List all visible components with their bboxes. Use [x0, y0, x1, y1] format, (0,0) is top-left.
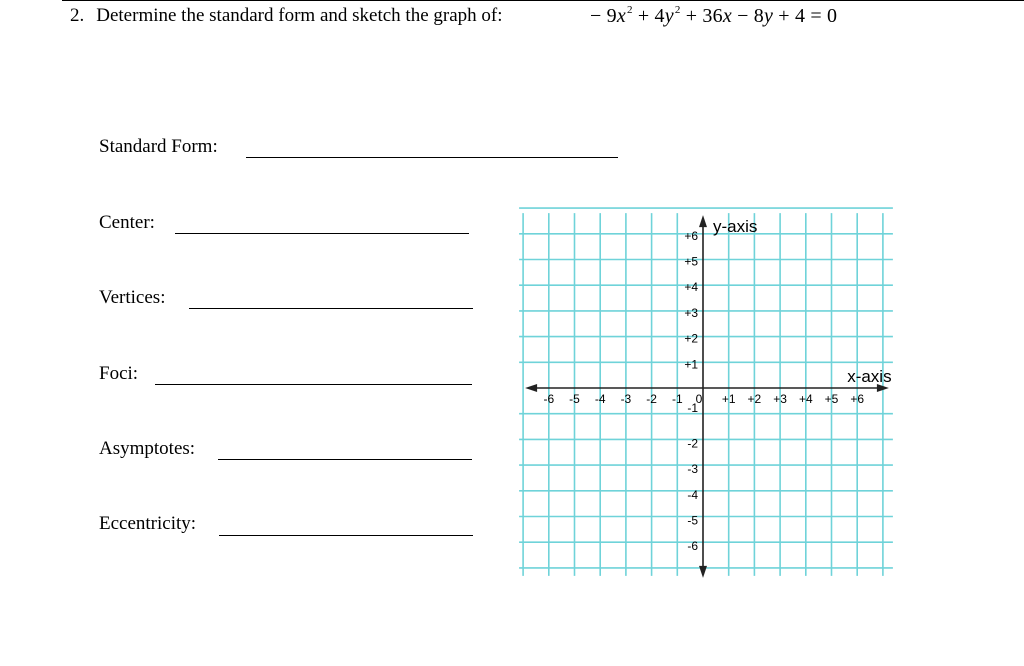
eq-exp-y: 2: [674, 4, 681, 16]
x-tick-label: +4: [798, 392, 813, 406]
x-tick-label: -1: [671, 392, 683, 406]
top-rule: [62, 0, 1024, 1]
x-tick-label: +1: [721, 392, 736, 406]
y-tick-label: +3: [684, 305, 698, 320]
x-axis-label: x-axis: [847, 367, 892, 386]
eq-coef-x: + 36: [680, 5, 723, 27]
x-tick-label: 0: [695, 392, 703, 406]
eq-coef-y: − 8: [731, 5, 764, 27]
y-axis-arrow-down: [699, 566, 707, 578]
problem-number: 2.: [70, 5, 85, 26]
problem-statement: [70, 5, 503, 27]
eq-var-x: x: [616, 5, 626, 27]
vertices-label: Vertices:: [99, 287, 166, 308]
center-blank[interactable]: [175, 233, 469, 234]
y-axis-arrow-up: [699, 215, 707, 227]
eq-var-y2: y: [764, 5, 774, 27]
coordinate-grid[interactable]: [510, 200, 920, 580]
problem-prompt: Determine the standard form and sketch the graph of:: [96, 5, 503, 26]
y-tick-label: +1: [684, 357, 698, 372]
eq-exp-x: 2: [626, 4, 633, 16]
y-axis-label: y-axis: [713, 216, 758, 236]
x-axis-arrow-left: [525, 384, 537, 392]
x-tick-label: +5: [824, 392, 839, 406]
x-tick-label: -4: [594, 392, 606, 406]
eq-constant: + 4 = 0: [773, 5, 838, 27]
eccentricity-label: Eccentricity:: [99, 513, 197, 534]
x-tick-label: +6: [850, 392, 865, 406]
x-tick-label: -5: [569, 392, 580, 406]
center-label: Center:: [99, 212, 155, 233]
y-tick-label: +4: [684, 280, 698, 295]
y-tick-label: +5: [684, 254, 698, 269]
x-tick-label: +3: [773, 392, 787, 406]
y-tick-label: +6: [684, 228, 698, 243]
standard-form-label: Standard Form:: [99, 136, 218, 157]
eq-var-x2: x: [722, 5, 732, 27]
y-tick-label: -4: [687, 487, 698, 502]
foci-blank[interactable]: [155, 384, 472, 385]
y-tick-label: -2: [687, 436, 698, 451]
eccentricity-blank[interactable]: [219, 535, 473, 536]
eq-coef-x2: − 9: [590, 5, 617, 27]
eq-var-y: y: [664, 5, 674, 27]
foci-label: Foci:: [99, 363, 139, 384]
y-tick-label: -6: [687, 539, 698, 554]
y-tick-label: +2: [684, 331, 698, 346]
x-tick-label: -2: [646, 392, 657, 406]
standard-form-blank[interactable]: [246, 157, 618, 158]
y-tick-label: -5: [687, 513, 698, 528]
x-tick-label: -3: [620, 392, 632, 406]
asymptotes-blank[interactable]: [218, 459, 472, 460]
asymptotes-label: Asymptotes:: [99, 438, 196, 459]
x-tick-label: -6: [543, 392, 555, 406]
x-tick-label: +2: [747, 392, 762, 406]
vertices-blank[interactable]: [189, 308, 473, 309]
eq-coef-y2: + 4: [632, 5, 665, 27]
equation: [590, 4, 837, 28]
y-tick-label: -3: [687, 462, 698, 477]
y-tick-label: -1: [687, 401, 698, 415]
